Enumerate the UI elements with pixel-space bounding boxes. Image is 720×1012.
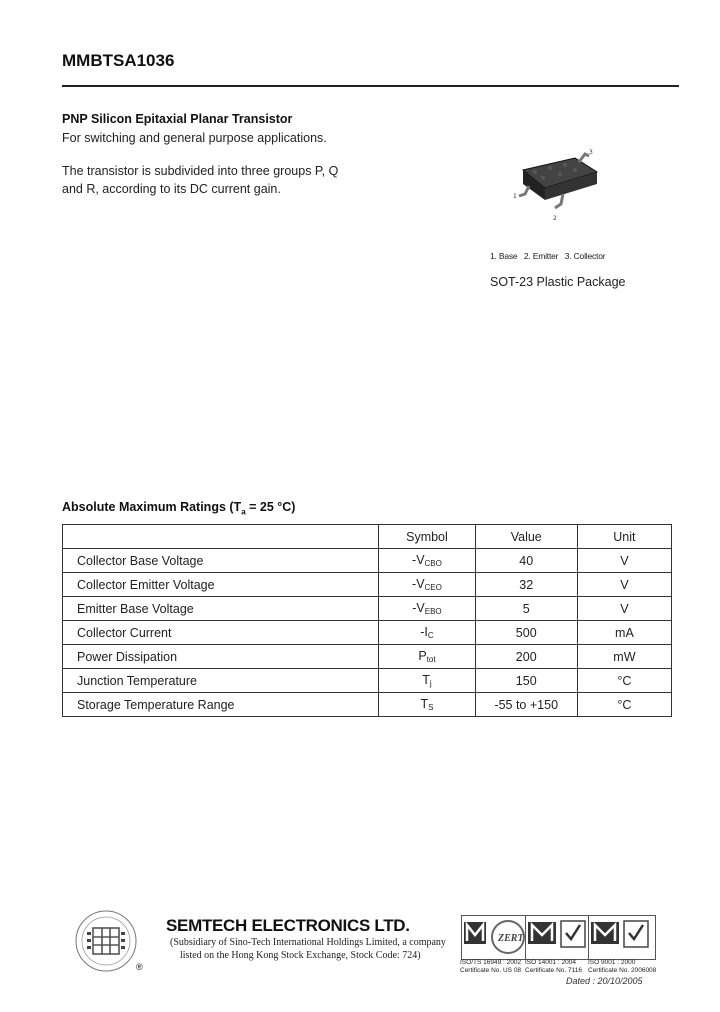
header-symbol: Symbol bbox=[379, 525, 475, 549]
table-row bbox=[63, 597, 672, 621]
cert1-label: ISO/TS 16949 : 2002 bbox=[460, 959, 522, 966]
symbol-main: T bbox=[422, 673, 430, 687]
table-row bbox=[63, 645, 672, 669]
company-name: SEMTECH ELECTRONICS LTD. bbox=[166, 916, 410, 935]
symbol-subscript: tot bbox=[426, 655, 436, 664]
value-cell: 150 bbox=[475, 669, 577, 693]
ratings-table bbox=[62, 524, 672, 717]
symbol-cell bbox=[379, 549, 475, 573]
cert1-number: Certificate No. US 08 bbox=[460, 966, 522, 974]
unit-cell: mA bbox=[577, 621, 671, 645]
symbol-main: T bbox=[420, 697, 429, 711]
package-name: SOT-23 Plastic Package bbox=[490, 275, 626, 289]
value-cell: 5 bbox=[475, 597, 577, 621]
cert3-label: ISO 9001 : 2000 bbox=[588, 959, 636, 966]
ratings-title bbox=[62, 500, 295, 517]
svg-text:3: 3 bbox=[589, 149, 593, 156]
value-cell: 32 bbox=[475, 573, 577, 597]
table-header-row bbox=[63, 525, 672, 549]
symbol-subscript: CBO bbox=[424, 559, 442, 568]
header-unit: Unit bbox=[577, 525, 671, 549]
ratings-title-subscript: a bbox=[241, 507, 246, 517]
param-cell: Collector Current bbox=[63, 621, 379, 645]
unit-cell: V bbox=[577, 549, 671, 573]
table-row bbox=[63, 621, 672, 645]
sot23-package-image bbox=[505, 148, 605, 228]
cert1-caption bbox=[460, 959, 521, 974]
param-cell: Collector Base Voltage bbox=[63, 549, 379, 573]
symbol-subscript: S bbox=[428, 703, 434, 712]
symbol-subscript: EBO bbox=[424, 607, 442, 616]
symbol-cell bbox=[379, 597, 475, 621]
symbol-main: -I bbox=[420, 625, 428, 639]
title-rule bbox=[62, 85, 679, 87]
value-cell: 200 bbox=[475, 645, 577, 669]
ratings-title-suffix: = 25 °C) bbox=[245, 500, 296, 514]
pin-legend: 1. Base 2. Emitter 3. Collector bbox=[490, 251, 606, 261]
moody-iso9001-cert-icon bbox=[588, 915, 656, 960]
param-cell: Storage Temperature Range bbox=[63, 693, 379, 717]
symbol-subscript: CEO bbox=[424, 583, 442, 592]
table-row bbox=[63, 669, 672, 693]
semtech-logo bbox=[75, 908, 137, 974]
symbol-cell bbox=[379, 645, 475, 669]
svg-text:ZERT: ZERT bbox=[498, 933, 524, 944]
unit-cell: V bbox=[577, 597, 671, 621]
company-listing-line: listed on the Hong Kong Stock Exchange, Stock Code: 724) bbox=[180, 950, 421, 961]
symbol-cell bbox=[379, 669, 475, 693]
unit-cell: mW bbox=[577, 645, 671, 669]
symbol-main: -V bbox=[412, 553, 425, 567]
cert2-number: Certificate No. 7116 bbox=[525, 966, 582, 974]
header-parameter bbox=[63, 525, 379, 549]
svg-text:2: 2 bbox=[553, 215, 557, 222]
value-cell: 40 bbox=[475, 549, 577, 573]
application-text: For switching and general purpose applications. bbox=[62, 131, 327, 145]
moody-ukas-cert-icon bbox=[525, 915, 593, 960]
param-cell: Power Dissipation bbox=[63, 645, 379, 669]
symbol-main: -V bbox=[412, 577, 425, 591]
table-row bbox=[63, 573, 672, 597]
company-subsidiary-line: (Subsidiary of Sino-Tech International Holdings Limited, a company bbox=[170, 937, 446, 948]
registered-mark: ® bbox=[136, 962, 143, 972]
cert2-label: ISO 14001 : 2004 bbox=[525, 959, 576, 966]
cert3-number: Certificate No. 2006008 bbox=[588, 966, 657, 974]
param-cell: Junction Temperature bbox=[63, 669, 379, 693]
table-row bbox=[63, 549, 672, 573]
symbol-main: P bbox=[418, 649, 427, 663]
symbol-main: -V bbox=[412, 601, 425, 615]
ratings-title-prefix: Absolute Maximum Ratings (T bbox=[62, 500, 242, 514]
symbol-cell bbox=[379, 573, 475, 597]
moody-tuv-cert-icon bbox=[461, 915, 529, 960]
symbol-subscript: j bbox=[429, 679, 432, 688]
svg-text:1: 1 bbox=[513, 193, 517, 200]
cert3-caption bbox=[588, 959, 656, 974]
value-cell: 500 bbox=[475, 621, 577, 645]
param-cell: Collector Emitter Voltage bbox=[63, 573, 379, 597]
unit-cell: °C bbox=[577, 693, 671, 717]
symbol-cell bbox=[379, 693, 475, 717]
cert2-caption bbox=[525, 959, 582, 974]
symbol-cell bbox=[379, 621, 475, 645]
product-heading: PNP Silicon Epitaxial Planar Transistor bbox=[62, 112, 293, 126]
unit-cell: °C bbox=[577, 669, 671, 693]
table-row bbox=[63, 693, 672, 717]
unit-cell: V bbox=[577, 573, 671, 597]
symbol-subscript: C bbox=[427, 631, 434, 640]
document-date: Dated : 20/10/2005 bbox=[566, 976, 643, 986]
document-title: MMBTSA1036 bbox=[62, 51, 175, 70]
group-description: The transistor is subdivided into three groups P, Q and R, according to its DC current gain. bbox=[62, 164, 339, 196]
header-value: Value bbox=[475, 525, 577, 549]
value-cell: -55 to +150 bbox=[475, 693, 577, 717]
param-cell: Emitter Base Voltage bbox=[63, 597, 379, 621]
